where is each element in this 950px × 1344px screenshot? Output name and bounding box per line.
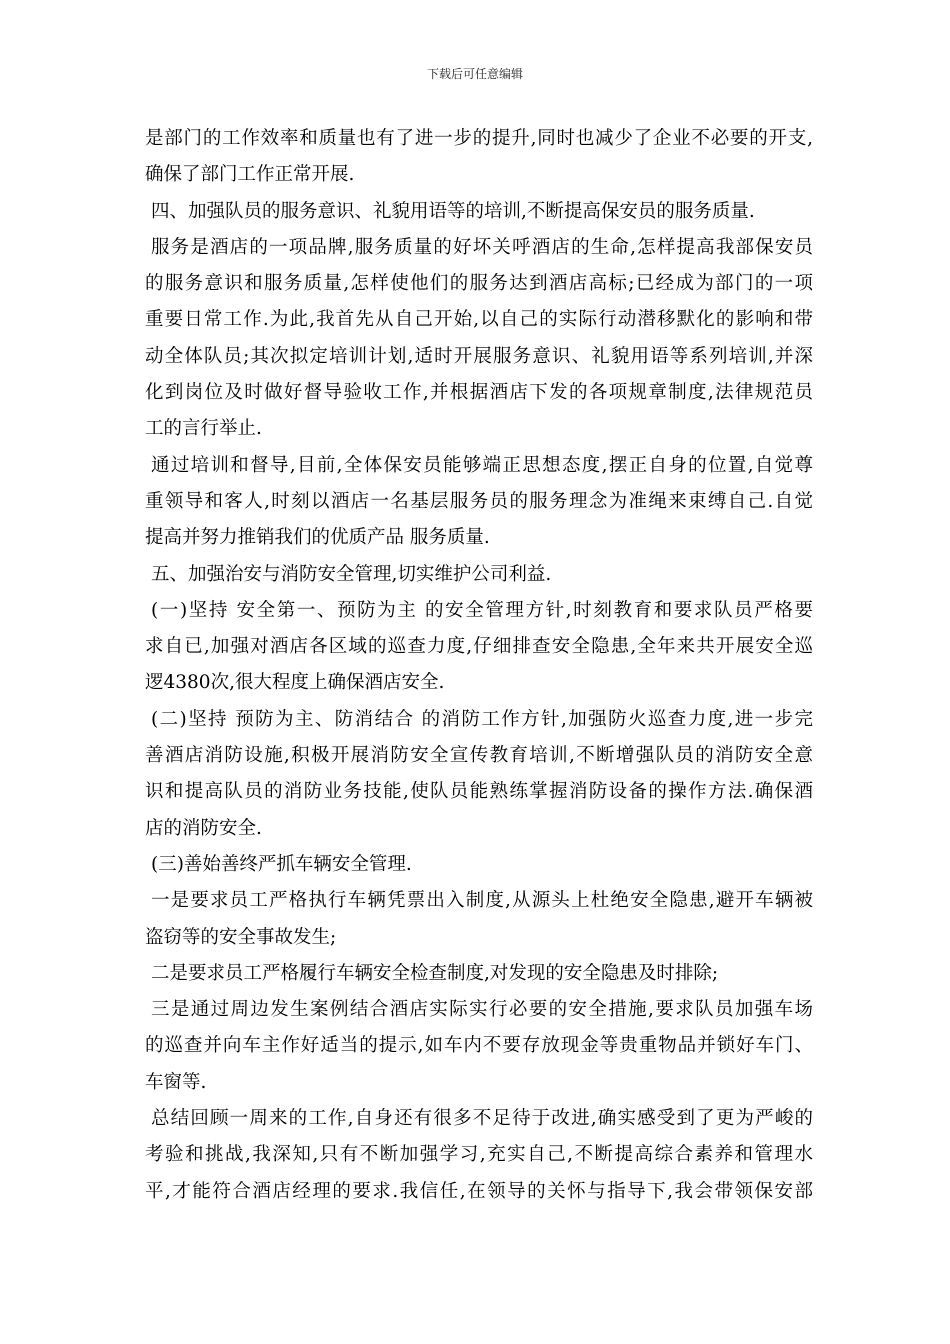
page-header: 下载后可任意编辑	[426, 67, 523, 81]
text-line: 化到岗位及时做好督导验收工作,并根据酒店下发的各项规章制度,法律规范员	[145, 382, 813, 404]
text-line: 重要日常工作.为此,我首先从自己开始,以自己的实际行动潜移默化的影响和带	[145, 309, 813, 331]
text-line: 车窗等.	[145, 1071, 207, 1093]
document-body	[145, 121, 813, 1210]
text-line: 工的言行举止.	[145, 418, 262, 440]
text-line: 四、加强队员的服务意识、礼貌用语等的培训,不断提高保安员的服务质量.	[151, 200, 755, 222]
text-line: 五、加强治安与消防安全管理,切实维护公司利益.	[151, 563, 552, 585]
text-line: 店的消防安全.	[145, 817, 262, 839]
text-line: (三)善始善终严抓车辆安全管理.	[151, 853, 412, 875]
text-line: 平,才能符合酒店经理的要求.我信任,在领导的关怀与指导下,我会带领保安部	[145, 1180, 813, 1202]
text-line: 逻4380次,很大程度上确保酒店安全.	[145, 672, 445, 694]
text-line: 提高并努力推销我们的优质产品 服务质量.	[145, 527, 490, 549]
text-line: 确保了部门工作正常开展.	[145, 164, 355, 186]
text-line: 善酒店消防设施,积极开展消防安全宣传教育培训,不断增强队员的消防安全意	[145, 745, 813, 767]
text-line: (一)坚持 安全第一、预防为主 的安全管理方针,时刻教育和要求队员严格要	[151, 599, 813, 621]
text-line: 的巡查并向车主作好适当的提示,如车内不要存放现金等贵重物品并锁好车门、	[145, 1035, 813, 1057]
text-line: 是部门的工作效率和质量也有了进一步的提升,同时也减少了企业不必要的开支,	[145, 128, 813, 149]
text-line: 考验和挑战,我深知,只有不断加强学习,充实自己,不断提高综合素养和管理水	[145, 1144, 813, 1166]
text-line: 一是要求员工严格执行车辆凭票出入制度,从源头上杜绝安全隐患,避开车辆被	[151, 890, 813, 912]
text-line: 求自已,加强对酒店各区域的巡查力度,仔细排查安全隐患,全年来共开展安全巡	[145, 636, 813, 658]
text-line: 三是通过周边发生案例结合酒店实际实行必要的安全措施,要求队员加强车场	[151, 999, 813, 1021]
text-line: (二)坚持 预防为主、防消结合 的消防工作方针,加强防火巡查力度,进一步完	[151, 708, 813, 730]
text-line: 二是要求员工严格履行车辆安全检查制度,对发现的安全隐患及时排除;	[151, 962, 719, 984]
text-line: 识和提高队员的消防业务技能,使队员能熟练掌握消防设备的操作方法.确保酒	[145, 781, 813, 803]
text-line: 通过培训和督导,目前,全体保安员能够端正思想态度,摆正自身的位置,自觉尊	[151, 454, 813, 476]
text-line: 动全体队员;其次拟定培训计划,适时开展服务意识、礼貌用语等系列培训,并深	[145, 345, 813, 367]
text-line: 重领导和客人,时刻以酒店一名基层服务员的服务理念为准绳来束缚自己.自觉	[145, 490, 813, 512]
text-line: 服务是酒店的一项品牌,服务质量的好坏关呼酒店的生命,怎样提高我部保安员	[151, 236, 813, 258]
text-line: 盗窃等的安全事故发生;	[145, 926, 337, 948]
text-line: 总结回顾一周来的工作,自身还有很多不足待于改进,确实感受到了更为严峻的	[151, 1108, 813, 1130]
text-line: 的服务意识和服务质量,怎样使他们的服务达到酒店高标;已经成为部门的一项	[145, 273, 813, 295]
